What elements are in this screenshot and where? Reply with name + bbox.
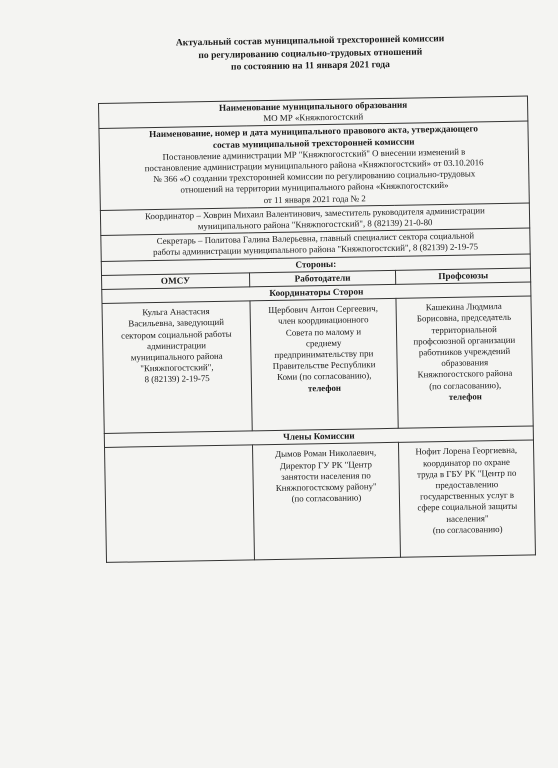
- member-employers-cell: [252, 443, 401, 561]
- member-employers-line: Дымов Роман Николаевич,: [274, 447, 377, 460]
- member-unions-line: (по согласованию): [432, 523, 503, 536]
- coordinator-unions-cell: [396, 296, 533, 428]
- coordinator-unions-phone-label: телефон: [448, 391, 482, 402]
- coordinator-omsu-line: Кульга Анастасия: [142, 306, 210, 318]
- coordinator-omsu-line: администрации: [147, 340, 207, 352]
- column-header-omsu: ОМСУ: [102, 273, 250, 290]
- act-cell: [99, 121, 529, 210]
- coordinator-unions-line: Борисовна, председатель: [416, 312, 512, 324]
- mo-header: Наименование муниципального образования: [218, 99, 408, 113]
- act-text-line-3: № 366 «О создании трехсторонней комиссии по регулированию социально-трудовых: [153, 168, 476, 185]
- act-text-line-5: от 11 января 2021 года № 2: [263, 192, 366, 205]
- secretary-line-2: работы администрации муниципального района "Княжпогостский", 8 (82139) 2-19-75: [153, 241, 479, 258]
- title-line-2: по регулированию социально-трудовых отношений: [198, 46, 423, 61]
- commission-table: [98, 95, 536, 563]
- act-header-line-2: состав муниципальной трехсторонней комиссии: [212, 136, 415, 150]
- member-unions-line: сфере социальной защиты: [417, 501, 518, 513]
- coordinator-omsu-line: Васильевна, заведующий: [128, 317, 225, 329]
- sides-header: Стороны:: [101, 254, 530, 276]
- coordinator-omsu-line: 8 (82139) 2-19-75: [144, 373, 210, 385]
- title-line-1: Актуальный состав муниципальной трехсторонней комиссии: [175, 33, 445, 49]
- member-unions-cell: [399, 440, 536, 557]
- secretary-line-1: Секретарь – Политова Галина Валерьевна, главный специалист сектора социальной: [156, 230, 475, 247]
- member-unions-line: Нофит Лорена Георгиевна,: [415, 445, 518, 457]
- coordinators-header: Координаторы Сторон: [102, 282, 531, 304]
- coordinator-employers-line: член координационного: [277, 314, 369, 327]
- coordinator-unions-line: Княжпогостского района: [417, 368, 513, 380]
- act-text-line-1: Постановление администрации МР "Княжпогостский" О внесении изменений в: [162, 146, 466, 162]
- coordinator-employers-phone-label: телефон: [307, 382, 342, 394]
- member-unions-line: государственных услуг в: [419, 490, 515, 502]
- coordinator-employers-line: предпринимательству при: [274, 348, 374, 361]
- member-employers-line: Директор ГУ РК "Центр: [279, 458, 372, 471]
- column-header-unions: Профсоюзы: [396, 268, 531, 285]
- coordinator-employers-line: Правительстве Республики: [272, 359, 376, 372]
- act-text-line-4: отношений на территории муниципального района «Княжпогостский»: [180, 180, 449, 195]
- member-omsu-cell: [105, 445, 255, 563]
- coordinator-omsu-cell: [102, 301, 252, 434]
- member-unions-line: труда в ГБУ РК "Центр по: [416, 467, 517, 480]
- coordinator-employers-cell: [250, 299, 399, 432]
- act-header-line-1: Наименование, номер и дата муниципального правового акта, утверждающего: [148, 123, 479, 140]
- member-unions-line: предоставлению: [435, 479, 499, 491]
- coordinator-omsu-line: сектором социальной работы: [121, 328, 232, 341]
- member-employers-line: (по согласованию): [291, 492, 362, 504]
- members-row: [105, 440, 536, 562]
- act-row: [99, 121, 529, 210]
- members-header: Члены Комиссии: [104, 426, 533, 448]
- coordinator-unions-line: (по согласованию),: [429, 379, 502, 391]
- title-line-3: по состоянию на 11 января 2021 года: [230, 59, 390, 73]
- coordinator-employers-line: Щербович Антон Сергеевич,: [268, 303, 379, 316]
- member-unions-line: населения": [446, 512, 489, 524]
- coordinator-omsu-line: муниципального района: [130, 350, 223, 363]
- coordinator-line-1: Координатор – Ховрин Михаил Валентинович, заместитель руководителя администрации: [144, 205, 485, 222]
- commission-table-wrapper: [98, 95, 536, 563]
- coordinators-row: [102, 296, 533, 433]
- coordinator-omsu-line: "Княжпогостский",: [140, 362, 214, 374]
- coordinator-line-2: муниципального района "Княжпогостский", 8 (82139) 21-0-80: [197, 217, 433, 232]
- coordinator-employers-line: Коми (по согласованию),: [277, 370, 372, 383]
- member-employers-line: занятости населения по: [281, 470, 371, 482]
- coordinator-employers-line: Совета по малому и: [285, 326, 362, 338]
- act-text-line-2: постановление администрации муниципального района «Княжпогостский» от 03.10.2016: [144, 157, 484, 174]
- member-employers-line: Княжпогостскому району": [275, 481, 377, 494]
- coordinator-unions-line: работников учреждений: [418, 345, 511, 358]
- coordinator-unions-line: Кашекина Людмила: [425, 301, 502, 313]
- coordinator-unions-line: профсоюзной организации: [413, 334, 516, 347]
- member-unions-line: координатор по охране: [423, 456, 510, 469]
- column-header-employers: Работодатели: [249, 270, 396, 287]
- mo-value: МО МР «Княжпогостский: [263, 111, 364, 124]
- document-title: [140, 33, 481, 76]
- coordinator-unions-line: территориальной: [431, 323, 497, 335]
- coordinator-employers-line: среднему: [305, 337, 342, 349]
- coordinator-unions-line: образования: [441, 357, 489, 369]
